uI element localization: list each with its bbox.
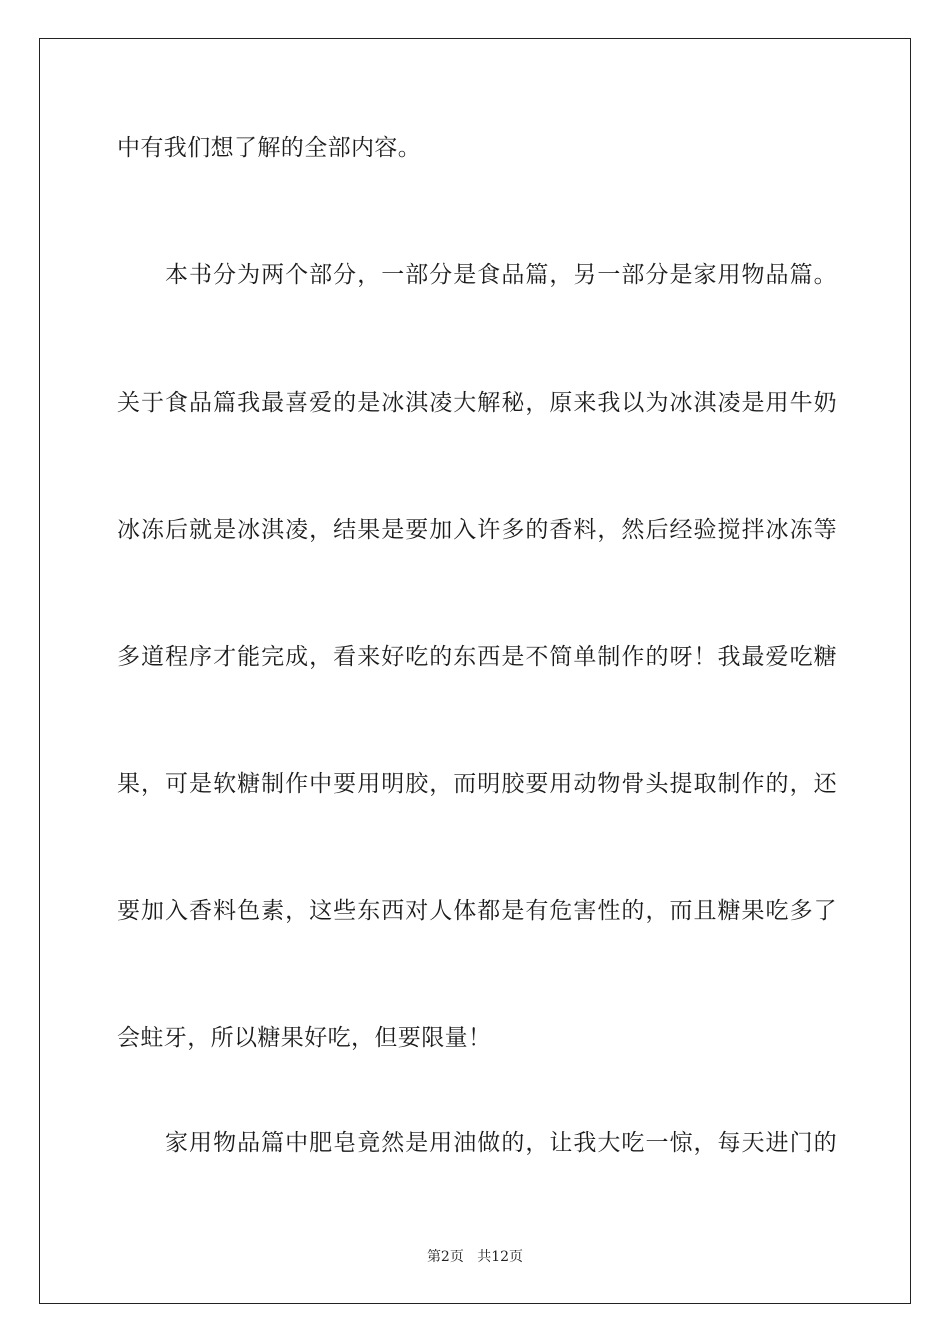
page-number: 第2页: [426, 1249, 464, 1265]
paragraph-line: 会蛀牙，所以糖果好吃，但要限量！: [117, 1025, 492, 1051]
paragraph-line: 冰冻后就是冰淇凌，结果是要加入许多的香料，然后经验搅拌冰冻等: [117, 517, 837, 543]
page-total: 共12页: [477, 1249, 524, 1265]
footer-spacer: [464, 1249, 477, 1265]
page-footer: [0, 1247, 950, 1267]
paragraph-line: 中有我们想了解的全部内容。: [117, 135, 422, 161]
paragraph-line: 家用物品篇中肥皂竟然是用油做的，让我大吃一惊，每天进门的: [117, 1130, 837, 1156]
paragraph-line: 本书分为两个部分，一部分是食品篇，另一部分是家用物品篇。: [117, 262, 837, 288]
paragraph-line: 关于食品篇我最喜爱的是冰淇凌大解秘，原来我以为冰淇凌是用牛奶: [117, 390, 837, 416]
paragraph-line: 要加入香料色素，这些东西对人体都是有危害性的，而且糖果吃多了: [117, 898, 837, 924]
paragraph-line: 果，可是软糖制作中要用明胶，而明胶要用动物骨头提取制作的，还: [117, 771, 837, 797]
paragraph-line: 多道程序才能完成，看来好吃的东西是不简单制作的呀！我最爱吃糖: [117, 644, 837, 670]
